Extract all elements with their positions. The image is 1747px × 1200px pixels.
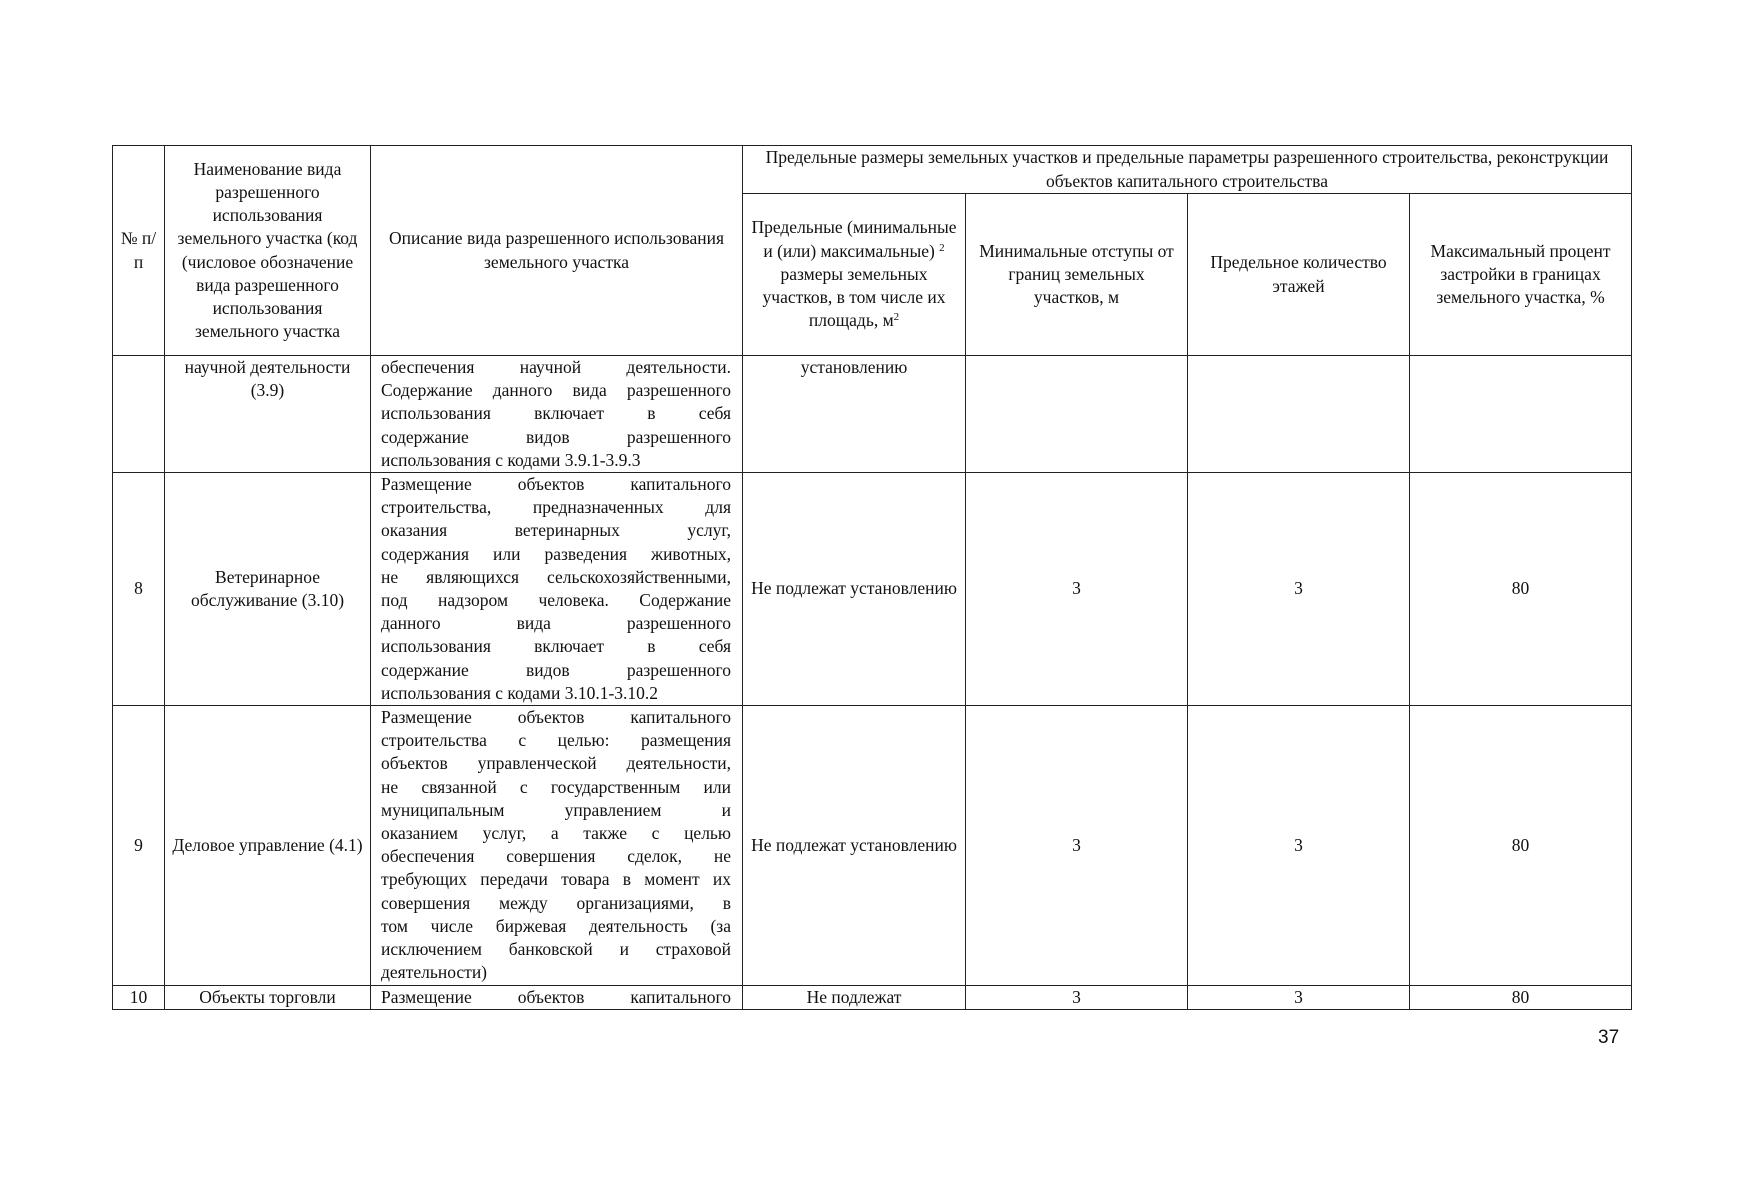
header-name: Наименование вида разрешенного использования земельного участка (код (числовое обозначение вида разрешенного использования земельного участка [165, 146, 371, 356]
description-line: использования включает в себя [381, 636, 731, 657]
row-coverage: 80 [1410, 473, 1632, 706]
description-line: Размещение объектов капитального [381, 474, 731, 495]
page-number: 37 [1598, 1027, 1620, 1048]
land-use-regulations-table [112, 145, 1632, 1010]
table-row [113, 986, 1632, 1010]
row-floors: 3 [1188, 706, 1410, 986]
description-line: использования с кодами 3.10.1-3.10.2 [381, 682, 659, 703]
row-floors: 3 [1188, 473, 1410, 706]
header-row-1 [113, 146, 1632, 194]
row-name: Деловое управление (4.1) [165, 706, 371, 986]
row-name: Объекты торговли [165, 986, 371, 1010]
header-size-sup1: 2 [939, 241, 945, 254]
row-description [371, 473, 743, 706]
row-size: Не подлежат установлению [743, 473, 966, 706]
description-line: том числе биржевая деятельность (за [381, 915, 731, 936]
description-line: содержания или разведения животных, [381, 543, 731, 564]
row-size: Не подлежат установлению [743, 706, 966, 986]
description-line: строительства с целью: размещения [381, 730, 731, 751]
header-size-main: Предельные (минимальные и (или) максимальные) [751, 217, 957, 261]
header-group-title: Предельные размеры земельных участков и предельные параметры разрешенного строительства, реконструкции объектов капитального строительства [743, 146, 1632, 194]
header-coverage: Максимальный процент застройки в границах земельного участка, % [1410, 194, 1632, 356]
row-coverage: 80 [1410, 986, 1632, 1010]
row-floors [1188, 356, 1410, 473]
description-line: не являющихся сельскохозяйственными, [381, 566, 731, 587]
description-line: оказания ветеринарных услуг, [381, 520, 731, 541]
description-line: Размещение объектов капитального [381, 707, 731, 728]
table-row [113, 356, 1632, 473]
row-setback: 3 [966, 706, 1188, 986]
table-row [113, 473, 1632, 706]
description-line: содержание видов разрешенного [381, 426, 731, 447]
description-line: содержание видов разрешенного [381, 659, 731, 680]
description-line: деятельности) [381, 962, 488, 983]
description-line: строительства, предназначенных для [381, 497, 731, 518]
row-num: 9 [113, 706, 165, 986]
table-row [113, 706, 1632, 986]
row-setback: 3 [966, 473, 1188, 706]
header-description: Описание вида разрешенного использования земельного участка [371, 146, 743, 356]
description-line: исключением банковской и страховой [381, 939, 731, 960]
row-description [371, 356, 743, 473]
description-line: данного вида разрешенного [381, 613, 731, 634]
description-line: под надзором человека. Содержание [381, 590, 731, 611]
row-num: 8 [113, 473, 165, 706]
header-num: № п/п [113, 146, 165, 356]
header-size-tail: размеры земельных участков, в том числе их площадь, м [762, 263, 946, 331]
description-line: Содержание данного вида разрешенного [381, 380, 731, 401]
description-line: использования с кодами 3.9.1-3.9.3 [381, 449, 641, 470]
description-line: Размещение объектов капитального [381, 987, 731, 1008]
description-line: требующих передачи товара в момент их [381, 869, 731, 890]
row-coverage [1410, 356, 1632, 473]
row-floors: 3 [1188, 986, 1410, 1010]
row-description [371, 706, 743, 986]
description-line: обеспечения совершения сделок, не [381, 846, 731, 867]
row-size: установлению [743, 356, 966, 473]
header-size [743, 194, 966, 356]
description-line: использования включает в себя [381, 403, 731, 424]
row-size: Не подлежат [743, 986, 966, 1010]
description-line: обеспечения научной деятельности. [381, 357, 731, 377]
row-num [113, 356, 165, 473]
row-name: научной деятельности (3.9) [165, 356, 371, 473]
description-line: оказанием услуг, а также с целью [381, 823, 731, 844]
description-line: муниципальным управлением и [381, 799, 731, 820]
description-line: совершения между организациями, в [381, 892, 731, 913]
row-name: Ветеринарное обслуживание (3.10) [165, 473, 371, 706]
header-setback: Минимальные отступы от границ земельных участков, м [966, 194, 1188, 356]
description-line: объектов управленческой деятельности, [381, 753, 731, 774]
row-description [371, 986, 743, 1010]
description-line: не связанной с государственным или [381, 776, 731, 797]
header-size-sup2: 2 [893, 311, 900, 324]
row-num: 10 [113, 986, 165, 1010]
header-floors: Предельное количество этажей [1188, 194, 1410, 356]
row-setback: 3 [966, 986, 1188, 1010]
row-coverage: 80 [1410, 706, 1632, 986]
row-setback [966, 356, 1188, 473]
